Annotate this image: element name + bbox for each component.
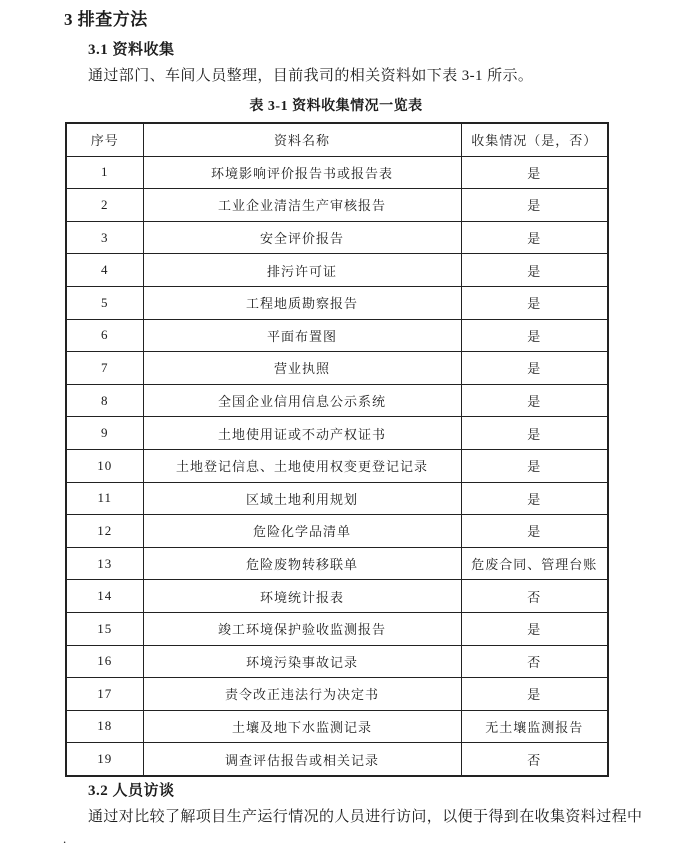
cell-status: 是 <box>461 221 608 254</box>
col-header-status: 收集情况（是，否） <box>461 123 608 156</box>
section-title-data-collection: 3.1 资料收集 <box>88 42 175 58</box>
cell-status: 无土壤监测报告 <box>461 710 608 743</box>
table-row <box>66 547 608 580</box>
cell-no: 16 <box>66 645 143 678</box>
cell-status: 是 <box>461 515 608 548</box>
cell-name: 土地登记信息、土地使用权变更登记记录 <box>143 449 461 482</box>
cell-no: 12 <box>66 515 143 548</box>
table-row <box>66 417 608 450</box>
cell-name: 责令改正违法行为决定书 <box>143 678 461 711</box>
table-row <box>66 645 608 678</box>
cell-status: 是 <box>461 384 608 417</box>
table-row <box>66 286 608 319</box>
col-header-no: 序号 <box>66 123 143 156</box>
cell-status: 是 <box>461 286 608 319</box>
table-row <box>66 449 608 482</box>
page-continuation-mark: . <box>63 831 67 846</box>
table-row <box>66 580 608 613</box>
cell-name: 营业执照 <box>143 352 461 385</box>
cell-name: 环境污染事故记录 <box>143 645 461 678</box>
cell-status: 危废合同、管理台账 <box>461 547 608 580</box>
cell-name: 环境统计报表 <box>143 580 461 613</box>
table-row <box>66 743 608 776</box>
table-header-row <box>66 123 608 156</box>
cell-no: 6 <box>66 319 143 352</box>
table-row <box>66 384 608 417</box>
cell-no: 11 <box>66 482 143 515</box>
cell-no: 10 <box>66 449 143 482</box>
table-row <box>66 156 608 189</box>
cell-status: 否 <box>461 743 608 776</box>
table-caption: 表 3-1 资料收集情况一览表 <box>249 99 423 114</box>
cell-name: 区域土地利用规划 <box>143 482 461 515</box>
table-row <box>66 710 608 743</box>
cell-name: 排污许可证 <box>143 254 461 287</box>
cell-name: 调查评估报告或相关记录 <box>143 743 461 776</box>
cell-status: 是 <box>461 156 608 189</box>
cell-status: 是 <box>461 352 608 385</box>
table-row <box>66 319 608 352</box>
cell-no: 9 <box>66 417 143 450</box>
cell-name: 环境影响评价报告书或报告表 <box>143 156 461 189</box>
cell-no: 4 <box>66 254 143 287</box>
cell-no: 2 <box>66 189 143 222</box>
cell-status: 否 <box>461 580 608 613</box>
cell-no: 1 <box>66 156 143 189</box>
cell-name: 工程地质勘察报告 <box>143 286 461 319</box>
table-row <box>66 612 608 645</box>
cell-name: 土壤及地下水监测记录 <box>143 710 461 743</box>
data-collection-table <box>65 122 609 777</box>
cell-no: 7 <box>66 352 143 385</box>
cell-no: 15 <box>66 612 143 645</box>
cell-status: 是 <box>461 254 608 287</box>
cell-status: 是 <box>461 189 608 222</box>
cell-no: 13 <box>66 547 143 580</box>
section-title-personnel-interview: 3.2 人员访谈 <box>88 783 175 799</box>
table-row <box>66 352 608 385</box>
col-header-name: 资料名称 <box>143 123 461 156</box>
table-row <box>66 678 608 711</box>
cell-name: 竣工环境保护验收监测报告 <box>143 612 461 645</box>
cell-no: 19 <box>66 743 143 776</box>
cell-no: 5 <box>66 286 143 319</box>
table-row <box>66 254 608 287</box>
cell-status: 是 <box>461 417 608 450</box>
cell-no: 18 <box>66 710 143 743</box>
cell-no: 8 <box>66 384 143 417</box>
section1-paragraph: 通过部门、车间人员整理，目前我司的相关资料如下表 3-1 所示。 <box>88 68 534 84</box>
cell-name: 全国企业信用信息公示系统 <box>143 384 461 417</box>
cell-status: 是 <box>461 612 608 645</box>
table-row <box>66 189 608 222</box>
table-row <box>66 221 608 254</box>
cell-status: 是 <box>461 482 608 515</box>
section2-paragraph: 通过对比较了解项目生产运行情况的人员进行访问，以便于得到在收集资料过程中 <box>88 809 643 825</box>
cell-name: 危险废物转移联单 <box>143 547 461 580</box>
cell-name: 安全评价报告 <box>143 221 461 254</box>
cell-no: 17 <box>66 678 143 711</box>
cell-no: 3 <box>66 221 143 254</box>
cell-name: 土地使用证或不动产权证书 <box>143 417 461 450</box>
cell-status: 是 <box>461 449 608 482</box>
cell-status: 是 <box>461 319 608 352</box>
cell-name: 危险化学品清单 <box>143 515 461 548</box>
cell-status: 是 <box>461 678 608 711</box>
cell-name: 工业企业清洁生产审核报告 <box>143 189 461 222</box>
cell-no: 14 <box>66 580 143 613</box>
table-row <box>66 515 608 548</box>
cell-status: 否 <box>461 645 608 678</box>
chapter-heading: 3 排查方法 <box>64 10 148 29</box>
cell-name: 平面布置图 <box>143 319 461 352</box>
table-row <box>66 482 608 515</box>
